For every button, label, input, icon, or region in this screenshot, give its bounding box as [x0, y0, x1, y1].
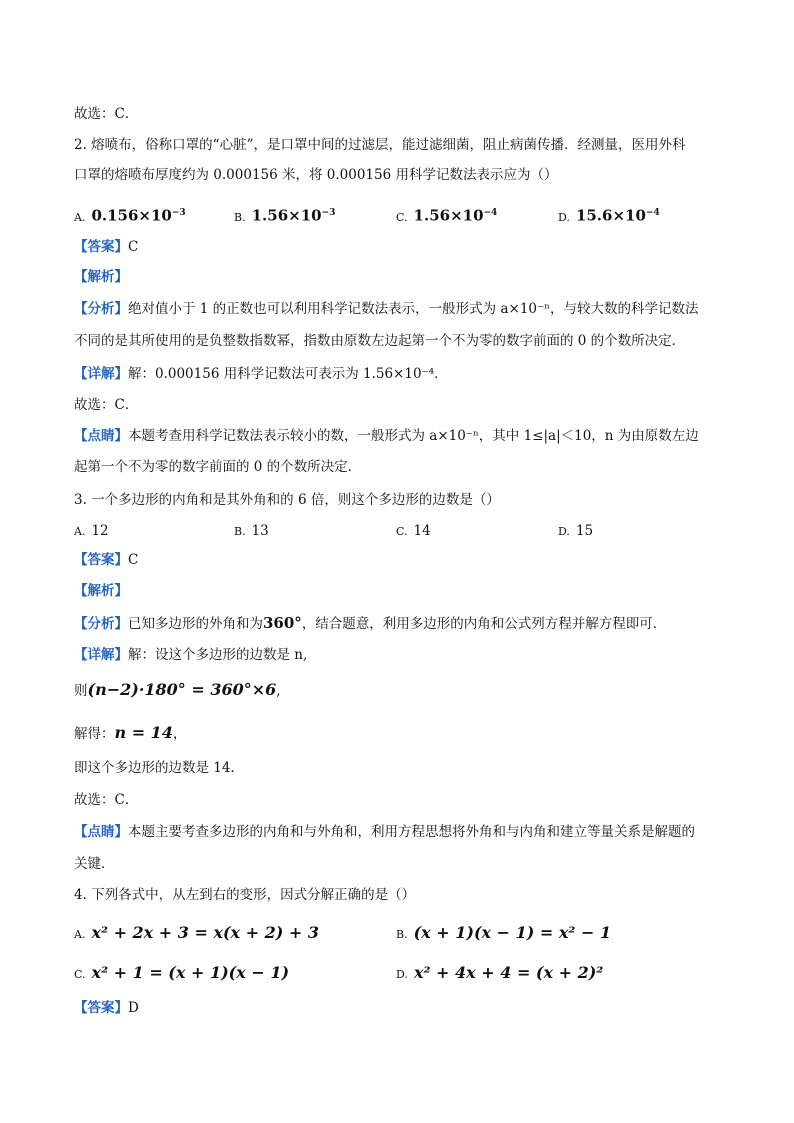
- q3-option-a: A. 12: [74, 523, 109, 539]
- q3-option-d: D. 15: [558, 523, 594, 539]
- q3-option-c: C. 14: [396, 523, 431, 539]
- q3-remark-line1: 【点睛】本题主要考查多边形的内角和与外角和，利用方程思想将外角和与内角和建立等量关系是解题的: [74, 824, 695, 840]
- q2-option-b: B. $1.56\times 10^{-3}$: [234, 206, 336, 225]
- q3-answer: 【答案】C: [74, 552, 139, 568]
- q4-option-a: A. x² + 2x + 3 = x(x + 2) + 3: [74, 923, 320, 942]
- q4-stem: 4. 下列各式中，从左到右的变形，因式分解正确的是（）: [74, 887, 416, 903]
- q2-option-c: C. $1.56\times 10^{-4}$: [396, 206, 498, 225]
- q3-solve: 解得：n = 14，: [74, 723, 187, 742]
- q2-remark-line2: 起第一个不为零的数字前面的 0 的个数所决定．: [74, 459, 362, 475]
- q3-choice: 故选：C．: [74, 792, 139, 808]
- q3-remark-line2: 关键．: [74, 856, 115, 872]
- q3-conclusion: 即这个多边形的边数是 14．: [74, 760, 244, 776]
- q2-stem-line2: 口罩的熔喷布厚度约为 0.000156 米，将 0.000156 用科学记数法表示应为（）: [74, 167, 558, 183]
- q3-analysis-heading: 【解析】: [74, 583, 128, 599]
- q2-remark-line1: 【点睛】本题考查用科学记数法表示较小的数，一般形式为 a×10⁻ⁿ，其中 1≤|a|＜10，n 为由原数左边: [74, 428, 699, 444]
- q3-option-b: B. 13: [234, 523, 269, 539]
- q4-option-c: C. x² + 1 = (x + 1)(x − 1): [74, 963, 290, 982]
- q1-choice: 故选：C．: [74, 106, 139, 122]
- q3-stem: 3. 一个多边形的内角和是其外角和的 6 倍，则这个多边形的边数是（）: [74, 492, 500, 508]
- q3-fenxi: 【分析】已知多边形的外角和为360°，结合题意，利用多边形的内角和公式列方程并解方程即可．: [74, 614, 667, 632]
- q2-analysis-heading: 【解析】: [74, 269, 128, 285]
- q2-answer: 【答案】C: [74, 239, 139, 255]
- q2-fenxi-line1: 【分析】绝对值小于 1 的正数也可以利用科学记数法表示，一般形式为 a×10⁻ⁿ，与较大数的科学记数法: [74, 301, 699, 317]
- q2-option-a: A. $0.156\times 10^{-3}$: [74, 206, 186, 225]
- q4-answer: 【答案】D: [74, 1000, 139, 1016]
- q2-stem-line1: 2. 熔喷布，俗称口罩的“心脏”，是口罩中间的过滤层，能过滤细菌，阻止病菌传播．经测量，医用外科: [74, 137, 686, 153]
- q2-choice: 故选：C．: [74, 397, 139, 413]
- q2-detail: 【详解】解：0.000156 用科学记数法可表示为 1.56×10⁻⁴．: [74, 366, 448, 382]
- q3-equation: 则(n−2)·180° = 360°×6,: [74, 680, 281, 699]
- q4-option-b: B. (x + 1)(x − 1) = x² − 1: [396, 923, 612, 942]
- q2-option-d: D. $15.6\times 10^{-4}$: [558, 206, 660, 225]
- q3-detail: 【详解】解：设这个多边形的边数是 n,: [74, 647, 308, 663]
- q2-fenxi-line2: 不同的是其所使用的是负整数指数幂，指数由原数左边起第一个不为零的数字前面的 0 的个数所决定．: [74, 333, 686, 349]
- q4-option-d: D. x² + 4x + 4 = (x + 2)²: [396, 963, 604, 982]
